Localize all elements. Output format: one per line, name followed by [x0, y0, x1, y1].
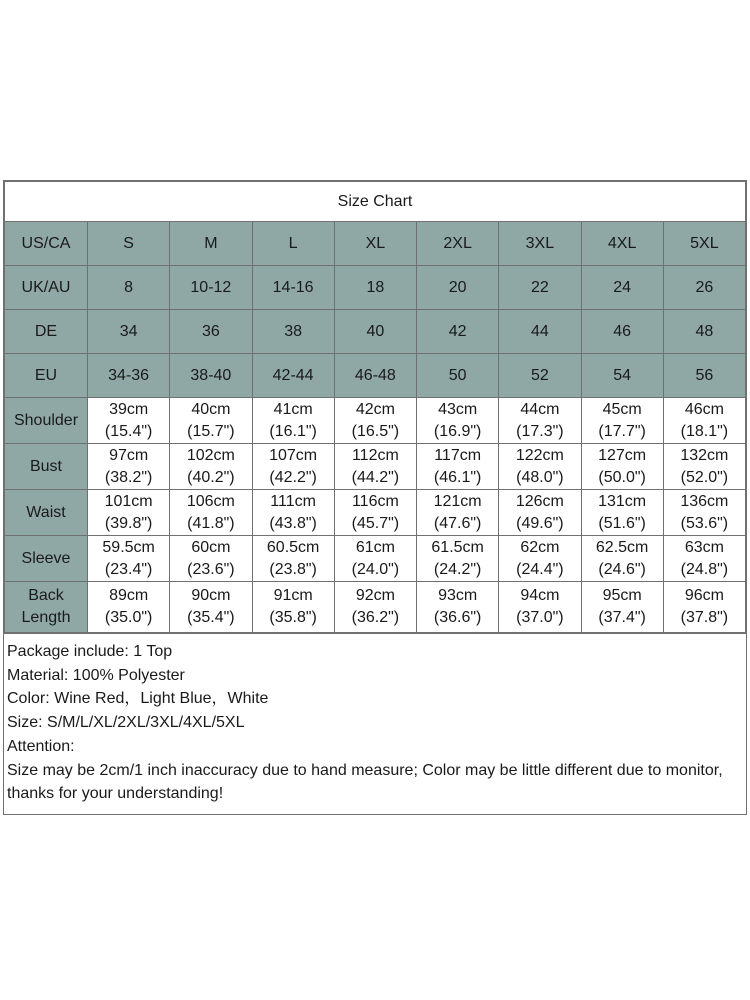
inch-value: (23.8") — [269, 560, 317, 578]
inch-value: (43.8") — [269, 514, 317, 532]
note-line: Color: Wine Red，Light Blue，White — [7, 690, 269, 708]
size-cell: 42-44 — [252, 354, 334, 398]
measurement-row-waist — [5, 490, 746, 536]
inch-value: (16.9") — [433, 422, 482, 440]
size-cell: 38 — [252, 310, 334, 354]
note-line: Material: 100% Polyester — [7, 666, 185, 684]
row-label — [5, 582, 88, 633]
inch-value: (46.1") — [433, 468, 482, 486]
measurement-cell — [499, 536, 581, 582]
size-cell: 22 — [499, 266, 581, 310]
measurement-cell — [499, 490, 581, 536]
size-cell: 46 — [581, 310, 663, 354]
size-row-us-ca — [5, 222, 746, 266]
cm-value: 59.5cm — [102, 538, 155, 556]
cm-value: 93cm — [438, 587, 478, 604]
note-line: Size may be 2cm/1 inch inaccuracy due to hand measure; Color may be little different due to monitor, thanks for your understanding! — [7, 761, 723, 803]
cm-value: 107cm — [269, 446, 318, 464]
size-cell: 46-48 — [334, 354, 416, 398]
inch-value: (23.6") — [187, 560, 235, 578]
inch-value: (24.2") — [433, 560, 482, 578]
inch-value: (35.4") — [187, 609, 235, 626]
cm-value: 101cm — [104, 492, 153, 510]
measurement-cell — [499, 398, 581, 444]
inch-value: (24.4") — [516, 560, 564, 578]
measurement-cell — [334, 582, 416, 633]
size-cell: L — [252, 222, 334, 266]
measurement-cell — [581, 536, 663, 582]
size-cell: 18 — [334, 266, 416, 310]
cm-value: 136cm — [680, 492, 729, 510]
cm-value: 122cm — [515, 446, 564, 464]
measurement-cell — [581, 490, 663, 536]
cm-value: 45cm — [602, 400, 642, 418]
measurement-cell — [334, 490, 416, 536]
cm-value: 92cm — [355, 587, 395, 604]
inch-value: (24.6") — [598, 560, 646, 578]
measurement-cell — [170, 398, 252, 444]
measurement-cell — [417, 398, 499, 444]
inch-value: (15.7") — [187, 422, 235, 440]
row-label: DE — [5, 310, 88, 354]
inch-value: (48.0") — [516, 468, 564, 486]
cm-value: 46cm — [684, 400, 724, 418]
row-label — [5, 536, 88, 582]
inch-value: (41.8") — [187, 514, 235, 532]
measurement-cell — [252, 398, 334, 444]
cm-value: 112cm — [351, 446, 399, 464]
size-chart — [3, 180, 747, 815]
cm-value: 131cm — [598, 492, 647, 510]
row-label — [5, 490, 88, 536]
measurement-cell — [334, 444, 416, 490]
inch-value: (38.2") — [104, 468, 153, 486]
inch-value: (15.4") — [104, 422, 153, 440]
inch-value: (17.3") — [516, 422, 564, 440]
measurement-cell — [581, 444, 663, 490]
measurement-cell — [417, 444, 499, 490]
inch-value: (52.0") — [680, 468, 729, 486]
size-cell: 38-40 — [170, 354, 252, 398]
product-notes — [4, 633, 746, 814]
size-cell: 40 — [334, 310, 416, 354]
measurement-cell — [663, 490, 745, 536]
size-row-de — [5, 310, 746, 354]
measurement-cell — [170, 490, 252, 536]
size-cell: 26 — [663, 266, 745, 310]
row-label: UK/AU — [5, 266, 88, 310]
measurement-cell — [499, 582, 581, 633]
measurement-cell — [170, 444, 252, 490]
cm-value: 117cm — [434, 446, 482, 464]
measurement-cell — [88, 490, 170, 536]
cm-value: 116cm — [351, 492, 399, 510]
inch-value: (53.6") — [680, 514, 729, 532]
inch-value: (50.0") — [598, 468, 646, 486]
size-cell: 36 — [170, 310, 252, 354]
inch-value: (51.6") — [598, 514, 646, 532]
measurement-cell — [88, 582, 170, 633]
cm-value: 43cm — [438, 400, 478, 418]
cm-value: 132cm — [680, 446, 729, 464]
inch-value: (24.0") — [351, 560, 400, 578]
inch-value: (37.8") — [680, 609, 729, 626]
inch-value: (35.0") — [104, 609, 153, 626]
cm-value: 40cm — [191, 400, 231, 418]
measurement-row-bust — [5, 444, 746, 490]
measurement-cell — [417, 490, 499, 536]
inch-value: (16.1") — [269, 422, 317, 440]
inch-value: (42.2") — [269, 468, 317, 486]
cm-value: 94cm — [520, 587, 560, 604]
measurement-cell — [417, 536, 499, 582]
size-cell: 34-36 — [88, 354, 170, 398]
measurement-cell — [663, 536, 745, 582]
measurement-cell — [170, 582, 252, 633]
cm-value: 42cm — [355, 400, 395, 418]
cm-value: 95cm — [602, 587, 642, 604]
cm-value: 126cm — [515, 492, 564, 510]
row-label-line: Length — [21, 609, 71, 626]
cm-value: 111cm — [270, 492, 316, 510]
cm-value: 60cm — [191, 538, 231, 556]
measurement-cell — [252, 536, 334, 582]
inch-value: (16.5") — [351, 422, 400, 440]
row-label-line: Shoulder — [13, 411, 79, 429]
inch-value: (49.6") — [516, 514, 564, 532]
row-label-line: Bust — [29, 457, 62, 475]
size-cell: 4XL — [581, 222, 663, 266]
measurement-cell — [170, 536, 252, 582]
size-cell: 56 — [663, 354, 745, 398]
cm-value: 44cm — [520, 400, 560, 418]
cm-value: 62cm — [520, 538, 560, 556]
cm-value: 89cm — [109, 587, 149, 604]
size-cell: 42 — [417, 310, 499, 354]
size-cell: 48 — [663, 310, 745, 354]
row-label-line: Sleeve — [21, 549, 71, 567]
measurement-cell — [252, 444, 334, 490]
measurement-cell — [663, 444, 745, 490]
size-cell: 14-16 — [252, 266, 334, 310]
measurement-cell — [334, 398, 416, 444]
inch-value: (18.1") — [680, 422, 729, 440]
measurement-cell — [581, 398, 663, 444]
cm-value: 127cm — [598, 446, 647, 464]
inch-value: (35.8") — [269, 609, 317, 626]
chart-title: Size Chart — [5, 182, 746, 222]
size-cell: XL — [334, 222, 416, 266]
measurement-cell — [663, 582, 745, 633]
note-line: Attention: — [7, 737, 75, 755]
row-label: US/CA — [5, 222, 88, 266]
row-label — [5, 398, 88, 444]
inch-value: (37.4") — [598, 609, 646, 626]
size-cell: 50 — [417, 354, 499, 398]
inch-value: (23.4") — [104, 560, 153, 578]
measurement-cell — [88, 536, 170, 582]
measurement-row-sleeve — [5, 536, 746, 582]
inch-value: (17.7") — [598, 422, 646, 440]
row-label — [5, 444, 88, 490]
size-cell: 52 — [499, 354, 581, 398]
measurement-row-back-length — [5, 582, 746, 633]
size-row-eu — [5, 354, 746, 398]
size-row-uk-au — [5, 266, 746, 310]
measurement-cell — [499, 444, 581, 490]
measurement-cell — [252, 490, 334, 536]
inch-value: (37.0") — [516, 609, 564, 626]
size-cell: 2XL — [417, 222, 499, 266]
size-cell: 54 — [581, 354, 663, 398]
cm-value: 96cm — [684, 587, 724, 604]
note-line: Size: S/M/L/XL/2XL/3XL/4XL/5XL — [7, 714, 245, 732]
size-cell: 5XL — [663, 222, 745, 266]
cm-value: 102cm — [186, 446, 235, 464]
measurement-cell — [88, 444, 170, 490]
cm-value: 91cm — [273, 587, 313, 604]
measurement-cell — [334, 536, 416, 582]
note-line: Package include: 1 Top — [7, 643, 173, 660]
measurement-cell — [581, 582, 663, 633]
size-cell: 10-12 — [170, 266, 252, 310]
row-label-line: Back — [28, 587, 64, 604]
size-cell: 20 — [417, 266, 499, 310]
inch-value: (47.6") — [433, 514, 482, 532]
inch-value: (24.8") — [680, 560, 729, 578]
row-label-line: Waist — [26, 503, 66, 521]
inch-value: (36.6") — [433, 609, 482, 626]
size-cell: 44 — [499, 310, 581, 354]
size-table — [4, 181, 746, 633]
inch-value: (39.8") — [104, 514, 153, 532]
size-cell: M — [170, 222, 252, 266]
size-cell: 34 — [88, 310, 170, 354]
cm-value: 61cm — [355, 538, 395, 556]
measurement-cell — [88, 398, 170, 444]
cm-value: 121cm — [433, 492, 482, 510]
measurement-cell — [417, 582, 499, 633]
cm-value: 62.5cm — [595, 538, 649, 556]
size-cell: 3XL — [499, 222, 581, 266]
measurement-cell — [663, 398, 745, 444]
cm-value: 39cm — [109, 400, 149, 418]
cm-value: 90cm — [191, 587, 231, 604]
measurement-row-shoulder — [5, 398, 746, 444]
inch-value: (44.2") — [351, 468, 400, 486]
row-label: EU — [5, 354, 88, 398]
size-cell: 24 — [581, 266, 663, 310]
cm-value: 41cm — [273, 400, 313, 418]
inch-value: (36.2") — [351, 609, 400, 626]
size-cell: S — [88, 222, 170, 266]
inch-value: (40.2") — [187, 468, 235, 486]
cm-value: 61.5cm — [431, 538, 484, 556]
cm-value: 106cm — [186, 492, 235, 510]
cm-value: 60.5cm — [266, 538, 320, 556]
size-cell: 8 — [88, 266, 170, 310]
measurement-cell — [252, 582, 334, 633]
inch-value: (45.7") — [351, 514, 400, 532]
cm-value: 63cm — [684, 538, 724, 556]
cm-value: 97cm — [109, 446, 149, 464]
